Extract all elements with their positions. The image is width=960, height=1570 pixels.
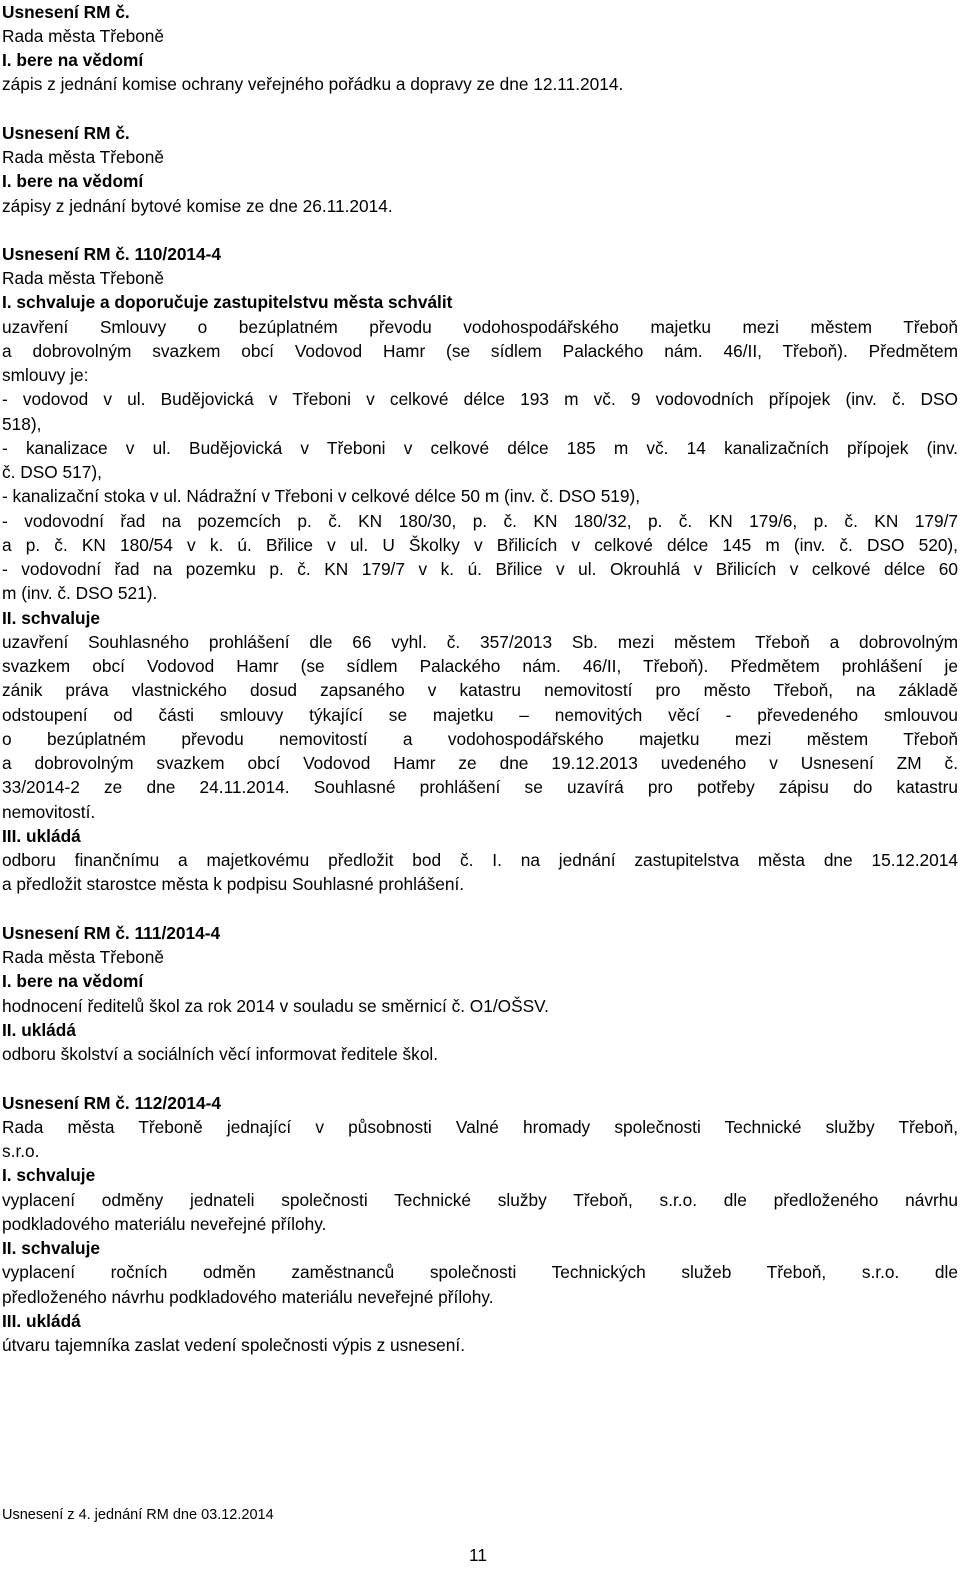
section-text-line: zánik práva vlastnického dosud zapsaného v katastru nemovitostí pro město Třeboň, na základě [2,680,958,700]
section-heading: I. bere na vědomí [2,171,144,191]
section-text-line: nemovitostí. [2,802,96,822]
section-text-line: útvaru tajemníka zaslat vedení společnosti výpis z usnesení. [2,1335,465,1355]
section-text-line: č. DSO 517), [2,462,102,482]
resolution-title: Usnesení RM č. 112/2014-4 [2,1093,222,1113]
page-footer: Usnesení z 4. jednání RM dne 03.12.2014 [2,1507,274,1523]
section-text-line: zápis z jednání komise ochrany veřejného pořádku a dopravy ze dne 12.11.2014. [2,74,624,94]
section-heading: I. schvaluje [2,1165,96,1185]
section-heading: II. ukládá [2,1020,76,1040]
section-text-line: zápisy z jednání bytové komise ze dne 26.11.2014. [2,196,393,216]
resolution-title: Usnesení RM č. [2,2,130,22]
section-text-line: a dobrovolným svazkem obcí Vodovod Hamr (se sídlem Palackého nám. 46/II, Třeboň). Předmětem [2,341,958,361]
resolution-body: Rada města Třeboně [2,26,165,46]
resolution-body: Rada města Třeboně jednající v působnosti Valné hromady společnosti Technické služby Třeboň, [2,1117,958,1137]
section-text-line: uzavření Smlouvy o bezúplatném převodu vodohospodářského majetku mezi městem Třeboň [2,317,958,337]
page-number: 11 [469,1545,487,1565]
section-text-line: - kanalizační stoka v ul. Nádražní v Třeboni v celkové délce 50 m (inv. č. DSO 519), [2,486,641,506]
section-text-line: m (inv. č. DSO 521). [2,583,158,603]
section-text-line: - kanalizace v ul. Budějovická v Třeboni v celkové délce 185 m vč. 14 kanalizačních přípojek (inv. [2,438,958,458]
section-text-line: - vodovodní řad na pozemcích p. č. KN 180/30, p. č. KN 180/32, p. č. KN 179/6, p. č. KN 179/7 [2,511,958,531]
resolution-title: Usnesení RM č. [2,123,130,143]
section-text-line: - vodovod v ul. Budějovická v Třeboni v celkové délce 193 m vč. 9 vodovodních přípojek (inv. č. DSO [2,389,958,409]
section-text-line: o bezúplatném převodu nemovitostí a vodohospodářského majetku mezi městem Třeboň [2,729,958,749]
section-text-line: hodnocení ředitelů škol za rok 2014 v souladu se směrnicí č. O1/OŠSV. [2,996,549,1016]
section-heading: II. schvaluje [2,1238,100,1258]
resolution-title: Usnesení RM č. 111/2014-4 [2,923,221,943]
section-text-line: odstoupení od části smlouvy týkající se majetku – nemovitých věcí - převedeného smlouvou [2,705,958,725]
section-heading: I. bere na vědomí [2,971,144,991]
section-text-line: 33/2014-2 ze dne 24.11.2014. Souhlasné prohlášení se uzavírá pro potřeby zápisu do katastru [2,777,958,797]
resolution-body: Rada města Třeboně [2,268,165,288]
section-text-line: a předložit starostce města k podpisu Souhlasné prohlášení. [2,874,465,894]
section-text-line: svazkem obcí Vodovod Hamr (se sídlem Palackého nám. 46/II, Třeboň). Předmětem prohlášení je [2,656,958,676]
section-text-line: uzavření Souhlasného prohlášení dle 66 vyhl. č. 357/2013 Sb. mezi městem Třeboň a dobrovolným [2,632,958,652]
section-text-line: a p. č. KN 180/54 v k. ú. Břilice v ul. U Školky v Břilicích v celkové délce 145 m (inv. č. DSO 520), [2,535,958,555]
section-text-line: - vodovodní řad na pozemku p. č. KN 179/7 v k. ú. Břilice v ul. Okrouhlá v Břilicích v celkové délce 60 [2,559,958,579]
resolution-body: Rada města Třeboně [2,947,165,967]
section-text-line: a dobrovolným svazkem obcí Vodovod Hamr ze dne 19.12.2013 uvedeného v Usnesení ZM č. [2,753,958,773]
section-heading: I. bere na vědomí [2,50,144,70]
resolution-body: Rada města Třeboně [2,147,165,167]
section-text-line: odboru školství a sociálních věcí informovat ředitele škol. [2,1044,439,1064]
resolution-title: Usnesení RM č. 110/2014-4 [2,244,222,264]
section-heading: I. schvaluje a doporučuje zastupitelstvu města schválit [2,292,453,312]
section-text-line: podkladového materiálu neveřejné přílohy. [2,1214,327,1234]
section-text-line: odboru finančnímu a majetkovému předložit bod č. I. na jednání zastupitelstva města dne 15.12.2014 [2,850,958,870]
section-text-line: předloženého návrhu podkladového materiálu neveřejné přílohy. [2,1287,494,1307]
section-text-line: 518), [2,414,42,434]
section-text-line: smlouvy je: [2,365,89,385]
section-heading: III. ukládá [2,1311,81,1331]
section-text-line: vyplacení ročních odměn zaměstnanců společnosti Technických služeb Třeboň, s.r.o. dle [2,1262,958,1282]
section-heading: III. ukládá [2,826,81,846]
section-text-line: vyplacení odměny jednateli společnosti Technické služby Třeboň, s.r.o. dle předloženého návrhu [2,1190,958,1210]
section-heading: II. schvaluje [2,608,100,628]
resolution-body: s.r.o. [2,1141,40,1161]
